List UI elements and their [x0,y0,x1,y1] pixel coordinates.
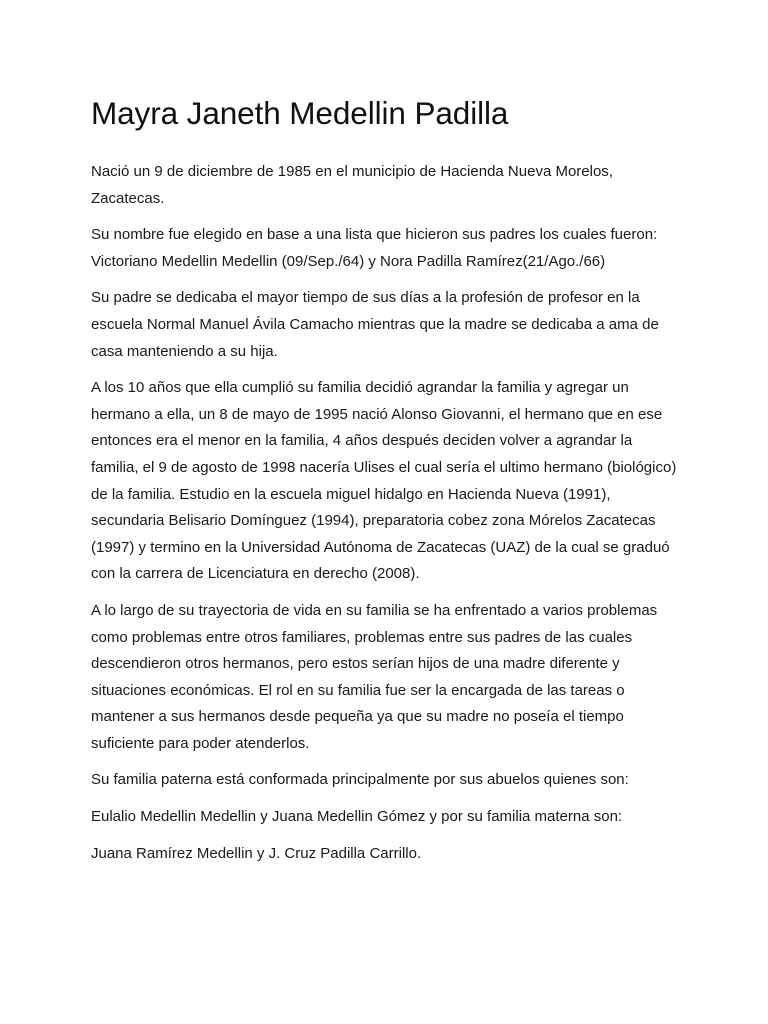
document-title: Mayra Janeth Medellin Padilla [91,95,509,131]
paragraph-parents: Su nombre fue elegido en base a una lista que hicieron sus padres los cuales fueron: Victoriano Medellin Medellin (09/Sep./64) y Nora Padilla Ramírez(21/Ago./66) [91,226,658,270]
paragraph-trajectory: A lo largo de su trayectoria de vida en su familia se ha enfrentado a varios problemas como problemas entre otros familiares, problemas entre sus padres de las cuales descendieron otros hermanos, pero estos serían hijos de una madre diferente y situaciones económicas. El rol en su familia fue ser la encargada de las tareas o mantener a sus hermanos desde pequeña ya que su madre no poseía el tiempo suficiente para poder atenderlos. [91,601,658,752]
paragraph-siblings-education: A los 10 años que ella cumplió su familia decidió agrandar la familia y agregar un hermano a ella, un 8 de mayo de 1995 nació Alonso Giovanni, el hermano que en ese entonces era el menor en la familia, 4 años después deciden volver a agrandar la familia, el 9 de agosto de 1998 nacería Ulises el cual sería el ultimo hermano (biológico) de la familia. Estudio en la escuela miguel hidalgo en Hacienda Nueva (1991), secundaria Belisario Domínguez (1994), preparatoria cobez zona Mórelos Zacatecas (1997) y termino en la Universidad Autónoma de Zacatecas (UAZ) de la cual se graduó con la carrera de Licenciatura en derecho (2008). [91,379,677,583]
document-body [91,94,681,877]
paragraph-occupations: Su padre se dedicaba el mayor tiempo de sus días a la profesión de profesor en la escuela Normal Manuel Ávila Camacho mientras que la madre se dedicaba a ama de casa manteniendo a su hija. [91,289,659,360]
paragraph-maternal-grandparents: Juana Ramírez Medellin y J. Cruz Padilla Carrillo. [91,844,422,862]
paragraph-paternal-grandparents: Eulalio Medellin Medellin y Juana Medellin Gómez y por su familia materna son: [91,808,623,826]
paragraph-birth: Nació un 9 de diciembre de 1985 en el municipio de Hacienda Nueva Morelos, Zacatecas. [91,163,613,207]
paragraph-paternal-family: Su familia paterna está conformada principalmente por sus abuelos quienes son: [91,771,629,789]
